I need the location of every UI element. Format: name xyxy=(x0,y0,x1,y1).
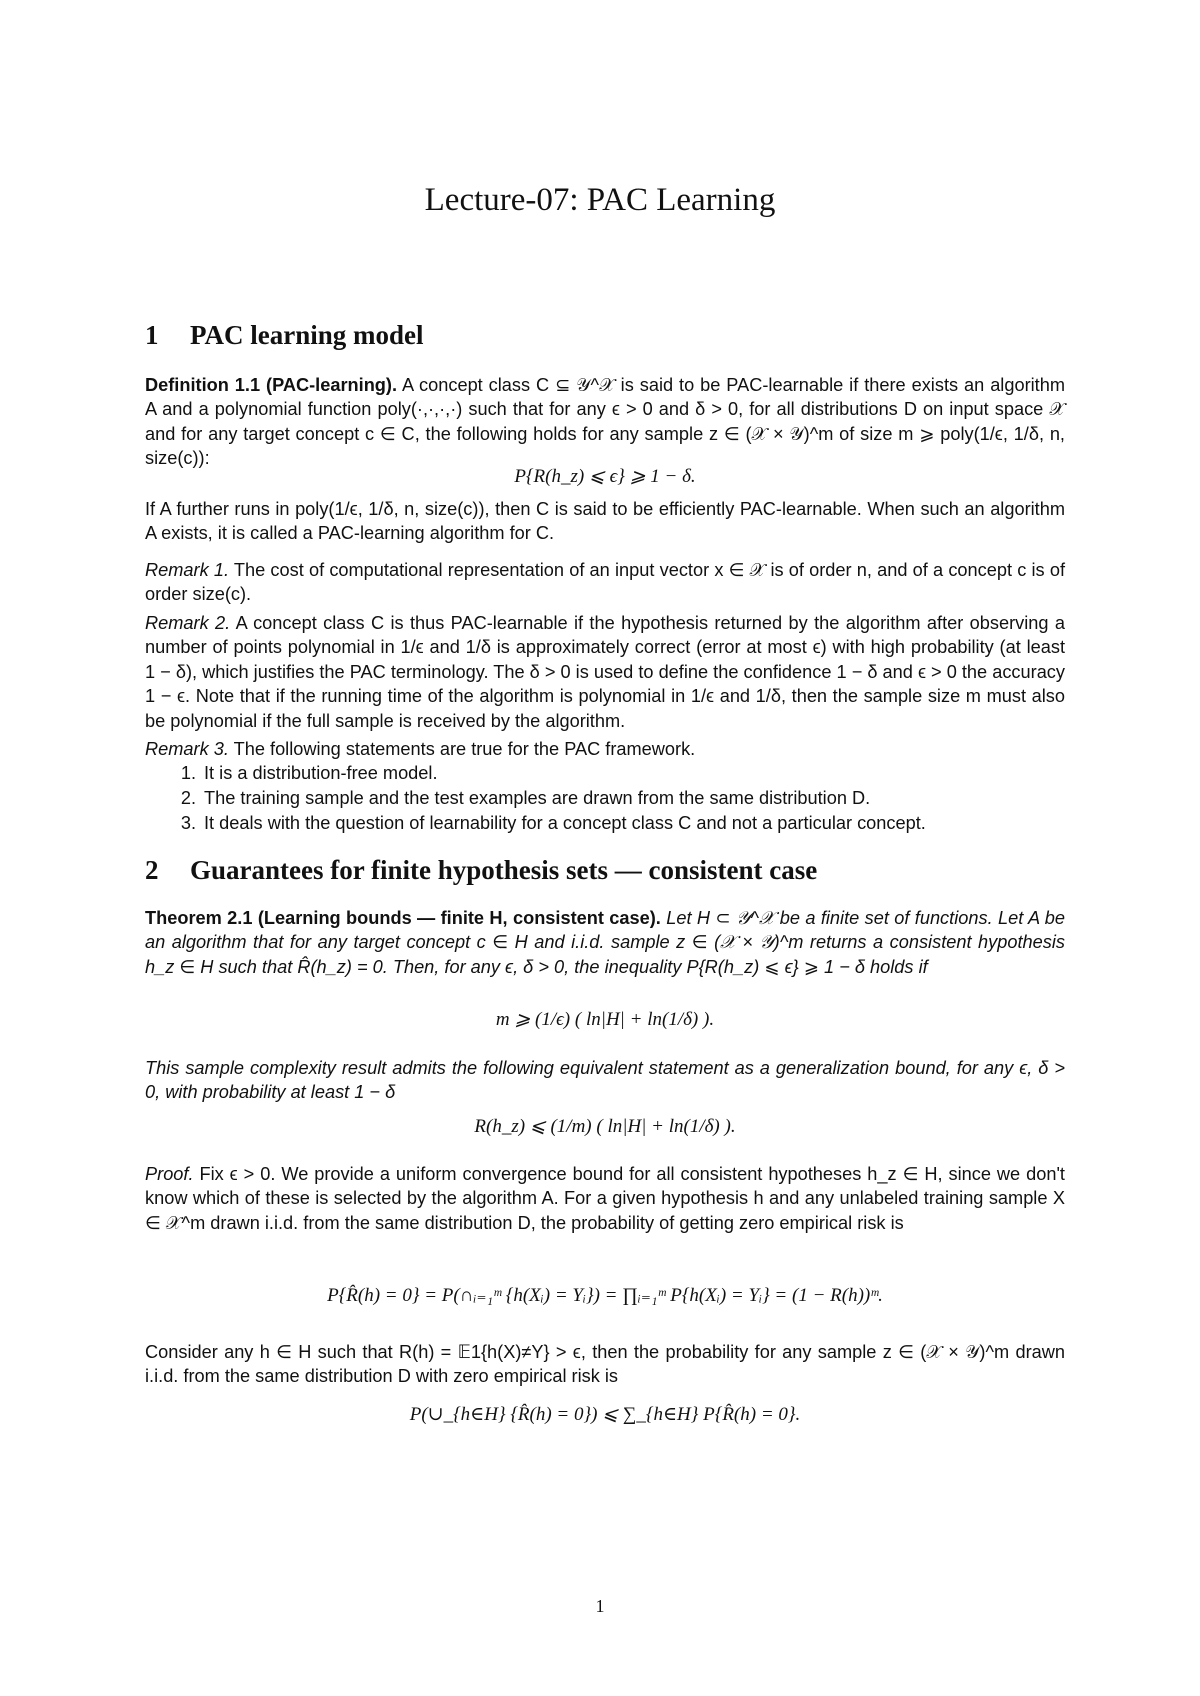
remark-3-list xyxy=(160,761,1060,836)
list-item xyxy=(160,811,1060,836)
definition-body: A concept class C ⊆ 𝒴^𝒳 is said to be PAC-learnable if there exists an algorithm A and a polynomial function poly(·,·,·,·) such that for any ϵ > 0 and δ > 0, for all distributions D on input space 𝒳 and for any target concept c ∈ C, the following holds for any sample z ∈ (𝒳 × 𝒴)^m of size m ⩾ poly(1/ϵ, 1/δ, n, size(c)): xyxy=(145,375,1065,469)
proof-continuation: Consider any h ∈ H such that R(h) = 𝔼1{h(X)≠Y} > ϵ, then the probability for any sample z ∈ (𝒳 × 𝒴)^m drawn i.i.d. from the same distribution D with zero empirical risk is xyxy=(145,1342,1065,1387)
list-item-text: It deals with the question of learnability for a concept class C and not a particular concept. xyxy=(204,813,926,833)
remark-3 xyxy=(145,737,1065,761)
proof-label: Proof. xyxy=(145,1164,194,1184)
section-number: 2 xyxy=(145,855,159,885)
list-item-number: 1. xyxy=(180,763,196,783)
remark-body: The following statements are true for the PAC framework. xyxy=(233,739,696,759)
definition-paragraph xyxy=(145,373,1065,471)
remark-label: Remark 1. xyxy=(145,560,230,580)
section-title: PAC learning model xyxy=(190,320,424,350)
proof-paragraph xyxy=(145,1162,1065,1235)
remark-body: A concept class C is thus PAC-learnable if the hypothesis returned by the algorithm after observing a number of points polynomial in 1/ϵ and 1/δ is approximately correct (error at most ϵ) with high probability (at least 1 − δ), which justifies the PAC terminology. The δ > 0 is used to define the confidence 1 − δ and ϵ > 0 the accuracy 1 − ϵ. Note that if the running time of the algorithm is polynomial in 1/ϵ and 1/δ, then the sample size m must also be polynomial if the full sample is received by the algorithm. xyxy=(145,613,1065,731)
list-item-number: 2. xyxy=(180,788,196,808)
proof-body: Fix ϵ > 0. We provide a uniform convergence bound for all consistent hypotheses h_z ∈ H, since we don't know which of these is selected by the algorithm A. For a given hypothesis h and any unlabeled training sample X ∈ 𝒳^m drawn i.i.d. from the same distribution D, the probability of getting zero empirical risk is xyxy=(145,1164,1065,1233)
proof-equation-1: P{R̂(h) = 0} = P(∩ᵢ₌₁ᵐ {h(Xᵢ) = Yᵢ}) = ∏ᵢ₌₁ᵐ P{h(Xᵢ) = Yᵢ} = (1 − R(h))ᵐ. xyxy=(327,1285,883,1306)
proof-equation-2: P(∪_{h∈H} {R̂(h) = 0}) ⩽ ∑_{h∈H} P{R̂(h) = 0}. xyxy=(409,1404,801,1425)
list-item xyxy=(160,786,1060,811)
theorem-equation-2: R(h_z) ⩽ (1/m) ( ln|H| + ln(1/δ) ). xyxy=(474,1116,736,1137)
definition-equation: P{R(h_z) ⩽ ϵ} ⩾ 1 − δ. xyxy=(514,466,696,487)
remark-body: The cost of computational representation of an input vector x ∈ 𝒳 is of order n, and of a concept c is of order size(c). xyxy=(145,560,1065,605)
list-item xyxy=(160,761,1060,786)
remark-label: Remark 3. xyxy=(145,739,229,759)
theorem-body: Let H ⊂ 𝒴^𝒳 be a finite set of functions. Let A be an algorithm that for any target concept c ∈ H and i.i.d. sample z ∈ (𝒳 × 𝒴)^m returns a consistent hypothesis h_z ∈ H such that R̂(h_z) = 0. Then, for any ϵ, δ > 0, the inequality P{R(h_z) ⩽ ϵ} ⩾ 1 − δ holds if xyxy=(145,908,1066,977)
list-item-text: It is a distribution-free model. xyxy=(204,763,438,783)
list-item-number: 3. xyxy=(180,813,196,833)
section-heading-2 xyxy=(145,855,817,886)
theorem-equation-1: m ⩾ (1/ϵ) ( ln|H| + ln(1/δ) ). xyxy=(495,1009,715,1030)
document-title: Lecture-07: PAC Learning xyxy=(424,182,776,218)
section-title: Guarantees for finite hypothesis sets — consistent case xyxy=(190,855,818,885)
theorem-generalization: This sample complexity result admits the following equivalent statement as a generalization bound, for any ϵ, δ > 0, with probability at least 1 − δ xyxy=(145,1058,1065,1103)
section-heading-1 xyxy=(145,320,423,351)
theorem-paragraph xyxy=(145,906,1065,979)
remark-1 xyxy=(145,558,1065,607)
definition-followup: If A further runs in poly(1/ϵ, 1/δ, n, size(c)), then C is said to be efficiently PAC-learnable. When such an algorithm A exists, it is called a PAC-learning algorithm for C. xyxy=(145,499,1065,544)
remark-2 xyxy=(145,611,1065,733)
section-number: 1 xyxy=(145,320,159,350)
theorem-label: Theorem 2.1 (Learning bounds — finite H, consistent case). xyxy=(145,908,661,928)
page-number: 1 xyxy=(595,1596,605,1616)
list-item-text: The training sample and the test examples are drawn from the same distribution D. xyxy=(204,788,871,808)
definition-label: Definition 1.1 (PAC-learning). xyxy=(145,375,398,395)
remark-label: Remark 2. xyxy=(145,613,231,633)
